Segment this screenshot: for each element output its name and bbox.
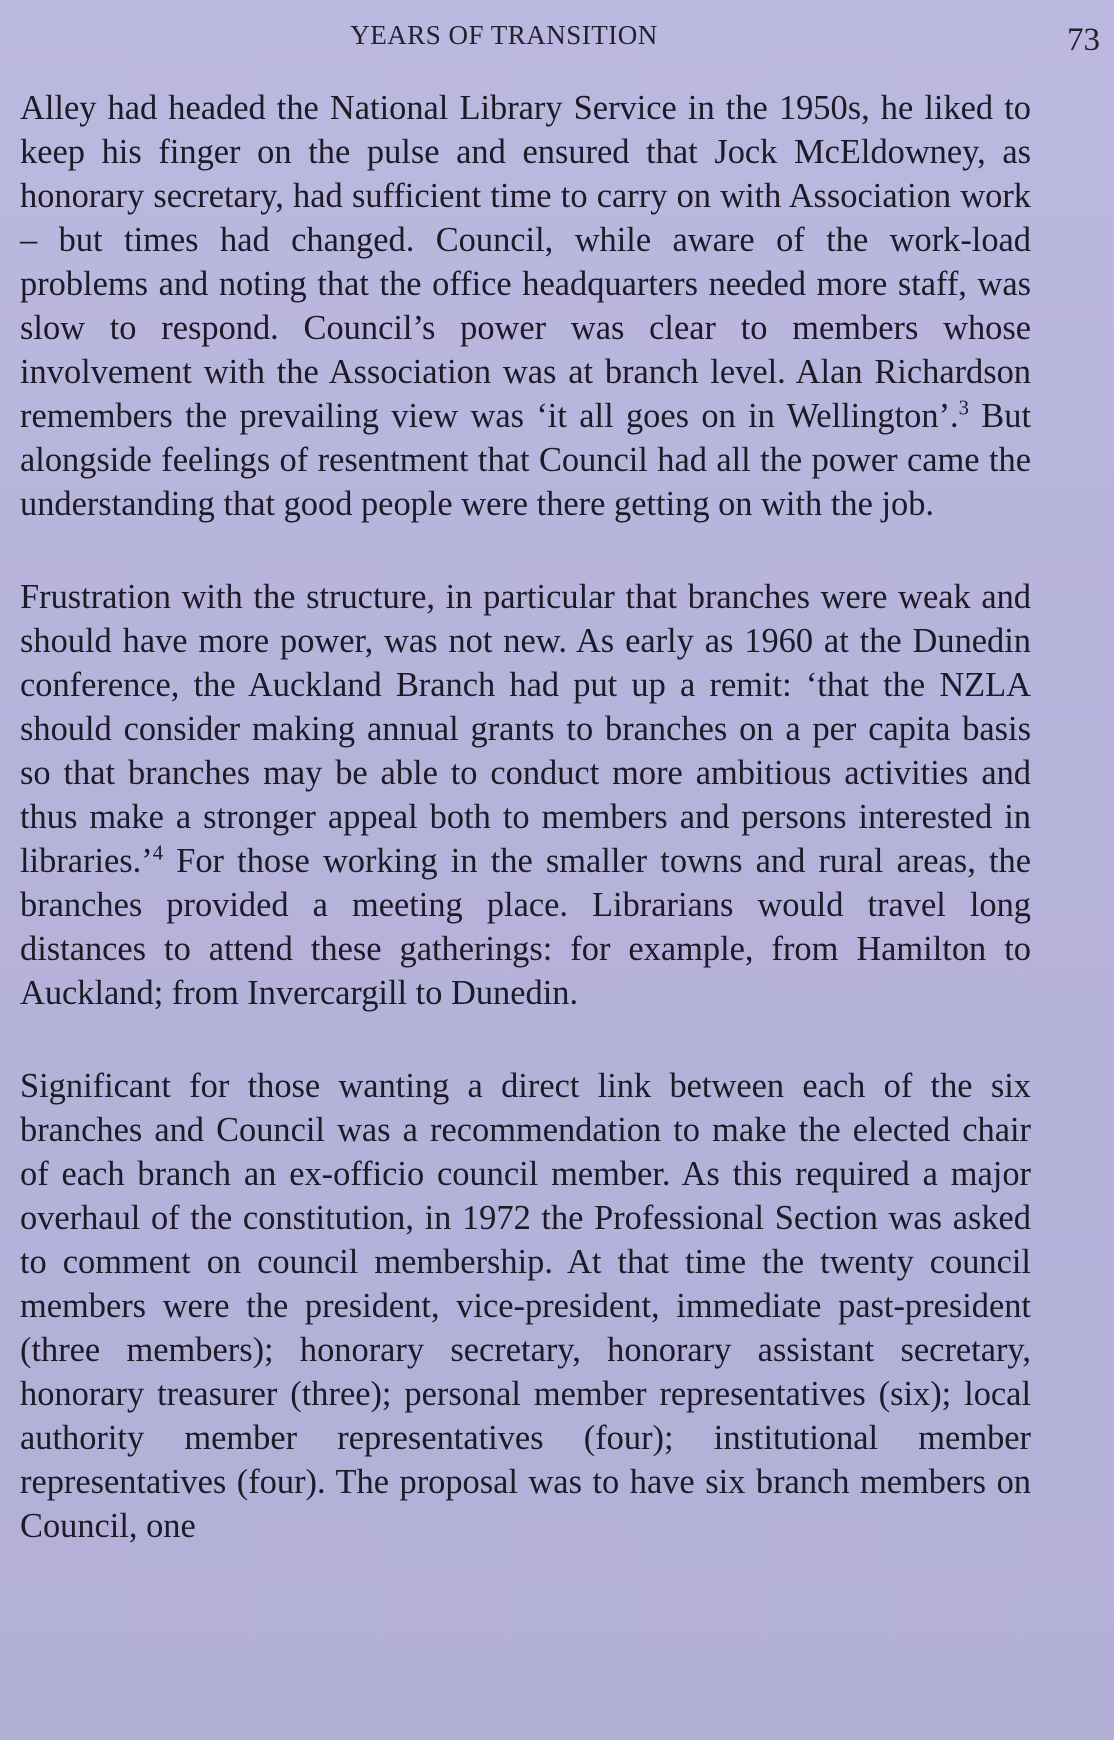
paragraph-3-text: Significant for those wanting a direct link between each of the six branches and Council was a recommendation to make the elected chair of each branch an ex-officio council member. As this required a major overhaul of the constitution, in 1972 the Professional Section was asked to comment on council membership. At that time the twenty council members were the president, vice-president, immediate past-president (three members); honorary secretary, honorary assistant secretary, honorary treasurer (three); personal member representatives (six); local authority member representatives (four); institutional member representatives (four). The proposal was to have six branch members on Council, one: [20, 1067, 1031, 1545]
paragraph-1: [20, 86, 1031, 526]
page-number: 73: [1067, 22, 1100, 58]
paragraph-1-text: Alley had headed the National Library Service in the 1950s, he liked to keep his finger on the pulse and ensured that Jock McEldowney, as honorary secretary, had sufficient time to carry on with Association work – but times had changed. Council, while aware of the work-load problems and noting that the office headquarters needed more staff, was slow to respond. Council’s power was clear to members whose involvement with the Association was at branch level. Alan Richardson remembers the prevailing view was ‘it all goes on in Wellington’.: [20, 89, 1031, 435]
paragraph-2: [20, 575, 1031, 1015]
paragraph-2-text-cont: For those working in the smaller towns and rural areas, the branches provided a meeting place. Librarians would travel long distances to attend these gatherings: for example, from Hamilton to Auckland; from Invercargill to Dunedin.: [20, 842, 1031, 1012]
footnote-ref-3: 3: [958, 397, 969, 420]
paragraph-3: [20, 1064, 1031, 1548]
paragraph-2-text: Frustration with the structure, in particular that branches were weak and should have more power, was not new. As early as 1960 at the Dunedin conference, the Auckland Branch had put up a remit: ‘that the NZLA should consider making annual grants to branches on a per capita basis so that branches may be able to conduct more ambitious activities and thus make a stronger appeal both to members and persons interested in libraries.’: [20, 578, 1031, 880]
body-text: [20, 86, 1031, 1597]
footnote-ref-4: 4: [152, 842, 164, 865]
paragraph-1-text-cont: But alongside feelings of resentment that Council had all the power came the understanding that good people were there getting on with the job.: [20, 397, 1031, 523]
running-head-title: YEARS OF TRANSITION: [350, 20, 658, 50]
